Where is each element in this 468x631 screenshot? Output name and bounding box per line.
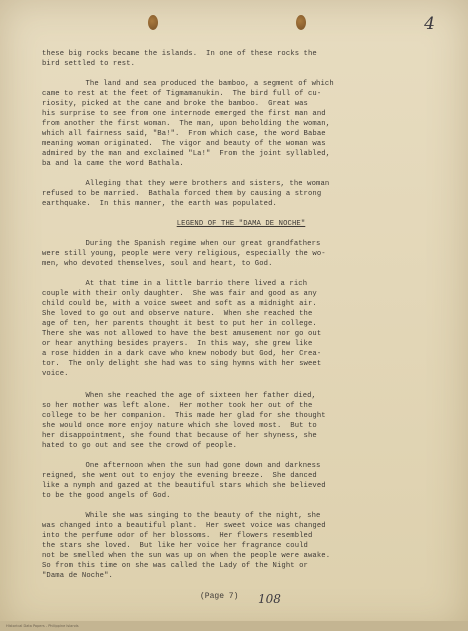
text-line: were still young, people were very religious, especially the wo-	[42, 250, 326, 258]
text-line: reigned, she went out to enjoy the evening breeze. She danced	[42, 472, 317, 480]
text-line: age of ten, her parents thought it best to put her in college.	[42, 320, 317, 328]
text-line: At that time in a little barrio there lived a rich	[85, 280, 308, 288]
text-line: There she was not allowed to have the best amusement nor go out	[42, 330, 322, 338]
text-line: came to rest at the feet of Tigmamanukin. The bird full of cu-	[42, 90, 322, 98]
text-line: her disappointment, she found that because of her shyness, she	[42, 432, 317, 440]
scan-footer-strip: Historical Data Papers - Philippine Islands	[0, 621, 468, 631]
text-line: child could be, with a voice sweet and soft as a midnight air.	[42, 300, 317, 308]
text-line: She loved to go out and observe nature. When she reached the	[42, 310, 313, 318]
paragraph-gap	[42, 379, 440, 391]
punch-hole	[296, 15, 306, 30]
text-line: couple with their only daughter. She was fair and good as any	[42, 290, 317, 298]
text-line: his surprise to see from one internode emerged the first man and	[42, 110, 326, 118]
text-line: bird settled to rest.	[42, 60, 136, 68]
text-line: from another the first woman. The man, upon beholding the woman,	[42, 120, 331, 128]
text-line: she would once more enjoy nature which she loved most. But to	[42, 422, 317, 430]
page-corner-number: 4	[424, 14, 435, 34]
text-line: meaning woman originated. The vigor and beauty of the woman was	[42, 140, 326, 148]
text-line: Alleging that they were brothers and sisters, the woman	[85, 180, 330, 188]
text-line: which all fairness said, "Ba!". From which case, the word Babae	[42, 130, 326, 138]
text-line: refused to be married. Bathala forced them by causing a strong	[42, 190, 322, 198]
text-line: riosity, picked at the cane and broke the bamboo. Great was	[42, 100, 308, 108]
text-line: college to be her companion. This made her glad for she thought	[42, 412, 326, 420]
text-line: to be the good angels of God.	[42, 492, 171, 500]
text-line: these big rocks became the islands. In one of these rocks the	[42, 50, 317, 58]
text-line: like a nymph and gazed at the beautiful stars which she believed	[42, 482, 326, 490]
text-line: voice.	[42, 370, 69, 378]
text-line: so her mother was left alone. Her mother took her out of the	[42, 402, 313, 410]
text-line: admired by the man and exclaimed "La!" From the joint syllabled,	[42, 150, 331, 158]
text-line: into the perfume odor of her blossoms. Her flowers resembled	[42, 532, 313, 540]
text-line: the stars she loved. But like her voice her fragrance could	[42, 542, 308, 550]
paragraph-gap	[42, 229, 440, 239]
text-line: tor. The only delight she had was to sing hymns with her sweet	[42, 360, 322, 368]
text-line: hated to go out and see the crowd of people.	[42, 442, 238, 450]
typed-body-text	[42, 49, 440, 581]
paragraph-gap	[42, 169, 440, 179]
paragraph-gap	[42, 209, 440, 219]
section-heading: LEGEND OF THE "DAMA DE NOCHE"	[176, 220, 306, 228]
text-line: not be smelled when the sun was up on when the people were awake.	[42, 552, 331, 560]
text-line: The land and sea produced the bamboo, a segment of which	[85, 80, 334, 88]
page-folio: (Page 7)	[200, 592, 239, 601]
text-line: or hear anything besides prayers. In this way, she grew like	[42, 340, 313, 348]
paragraph-gap	[42, 451, 440, 461]
text-line: While she was singing to the beauty of the night, she	[85, 512, 321, 520]
text-line: a rose hidden in a dark cave who knew nobody but God, her Crea-	[42, 350, 322, 358]
text-line: When she reached the age of sixteen her father died,	[85, 392, 317, 400]
paragraph-gap	[42, 269, 440, 279]
text-line: So from this time on she was called the Lady of the Night or	[42, 562, 308, 570]
text-line: One afternoon when the sun had gone down and darkness	[85, 462, 321, 470]
text-line: ba and la came the word Bathala.	[42, 160, 184, 168]
text-line: earthquake. In this manner, the earth was populated.	[42, 200, 277, 208]
punch-hole	[148, 15, 158, 30]
text-line: During the Spanish regime when our great grandfathers	[85, 240, 321, 248]
text-line: "Dama de Noche".	[42, 572, 113, 580]
paragraph-gap	[42, 69, 440, 79]
paragraph-gap	[42, 501, 440, 511]
text-line: men, who devoted themselves, soul and heart, to God.	[42, 260, 273, 268]
text-line: was changed into a beautiful plant. Her sweet voice was changed	[42, 522, 326, 530]
handwritten-page-number: 108	[258, 592, 281, 606]
